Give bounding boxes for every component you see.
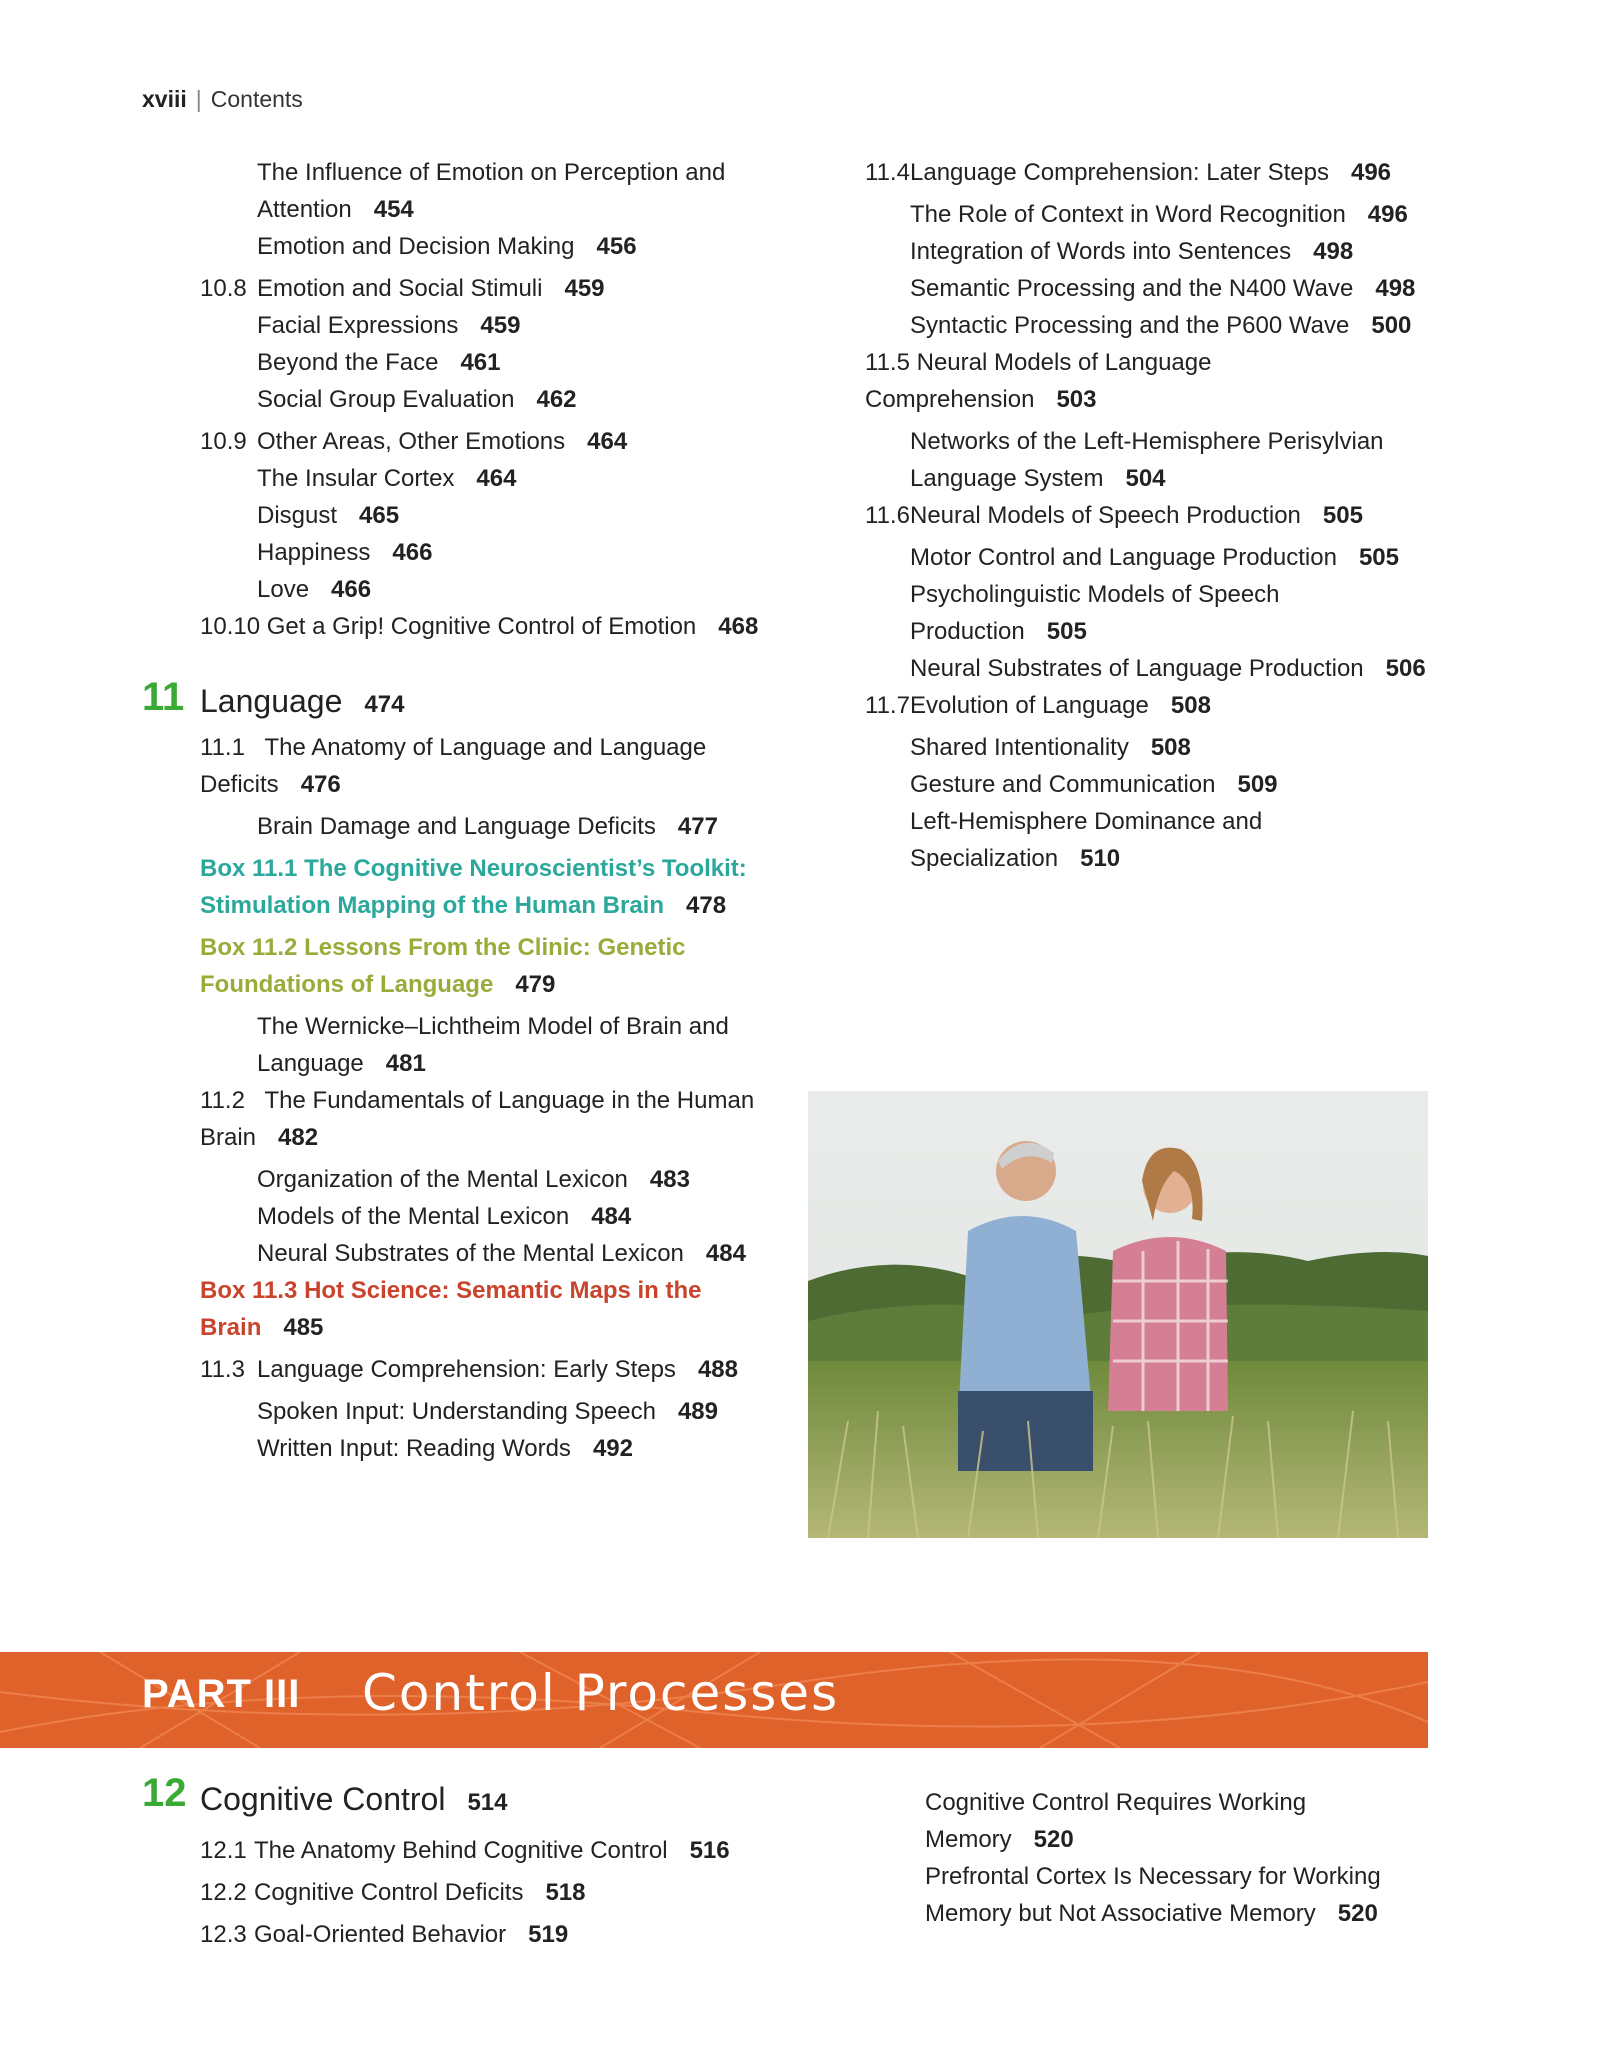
toc-entry[interactable]	[200, 497, 780, 534]
toc-section[interactable]	[200, 729, 780, 803]
section-number: 11.2	[200, 1087, 245, 1114]
toc-entry[interactable]	[200, 1393, 780, 1430]
page-number: xviii	[142, 86, 187, 112]
entry-page: 503	[1056, 386, 1097, 413]
entry-title: Psycholinguistic Models of Speech Production	[910, 581, 1280, 645]
section-title: The Anatomy Behind Cognitive Control	[254, 1837, 668, 1864]
entry-page: 520	[1337, 1900, 1378, 1927]
entry-page: 510	[1080, 845, 1121, 872]
entry-page: 481	[385, 1050, 426, 1077]
entry-title: Left-Hemisphere Dominance and Specialization	[910, 808, 1263, 872]
toc-entry[interactable]	[865, 650, 1435, 687]
entry-title: The Influence of Emotion on Perception and Attention	[257, 159, 726, 223]
toc-entry[interactable]	[200, 1235, 780, 1272]
toc-section[interactable]	[200, 1082, 780, 1156]
entry-title: Neural Substrates of Language Production	[910, 655, 1364, 682]
box-toolkit[interactable]	[200, 850, 780, 924]
entry-page: 519	[528, 1921, 569, 1948]
running-header	[142, 86, 303, 113]
header-separator: |	[195, 86, 202, 112]
toc-entry[interactable]	[865, 233, 1435, 270]
box-title: Box 11.3 Hot Science: Semantic Maps in the Brain	[200, 1277, 702, 1341]
entry-page: 456	[596, 233, 637, 260]
entry-page: 462	[536, 386, 577, 413]
entry-page: 465	[359, 502, 400, 529]
toc-entry[interactable]	[865, 576, 1435, 650]
entry-page: 468	[718, 613, 759, 640]
section-title: Evolution of Language	[910, 692, 1149, 719]
entry-title: Disgust	[257, 502, 338, 529]
entry-page: 485	[283, 1314, 324, 1341]
entry-page: 464	[587, 428, 628, 455]
entry-page: 483	[649, 1166, 690, 1193]
section-title: The Anatomy of Language and Language Deficits	[200, 734, 707, 798]
entry-page: 489	[677, 1398, 718, 1425]
section-number: 11.1	[200, 734, 245, 761]
entry-page: 518	[545, 1879, 586, 1906]
entry-page: 484	[591, 1203, 632, 1230]
toc-left-column	[142, 154, 780, 1467]
toc-entry[interactable]	[200, 154, 780, 228]
entry-title: Social Group Evaluation	[257, 386, 515, 413]
entry-title: Cognitive Control Requires Working Memory	[925, 1789, 1307, 1853]
entry-page: 459	[480, 312, 521, 339]
section-title: Get a Grip! Cognitive Control of Emotion	[266, 613, 697, 640]
entry-title: Models of the Mental Lexicon	[257, 1203, 570, 1230]
toc-entry[interactable]	[200, 1198, 780, 1235]
entry-title: Gesture and Communication	[910, 771, 1216, 798]
entry-title: Happiness	[257, 539, 371, 566]
toc-entry[interactable]	[865, 729, 1435, 766]
entry-title: Syntactic Processing and the P600 Wave	[910, 312, 1350, 339]
box-title: Box 11.1 The Cognitive Neuroscientist’s Toolkit: Stimulation Mapping of the Human Brain	[200, 855, 747, 919]
entry-title: Organization of the Mental Lexicon	[257, 1166, 628, 1193]
toc-section[interactable]	[200, 1914, 820, 1956]
section-number: 10.9	[200, 428, 247, 455]
box-hot-science[interactable]	[200, 1272, 780, 1346]
toc-entry[interactable]	[200, 344, 780, 381]
chapter-title: Language	[200, 683, 343, 719]
toc-section[interactable]	[200, 1351, 780, 1388]
toc-entry[interactable]	[200, 228, 780, 265]
section-title: Neural Models of Language Comprehension	[865, 349, 1212, 413]
toc-right-column	[865, 154, 1435, 877]
section-number: 11.5	[865, 349, 910, 376]
toc-section[interactable]	[865, 344, 1435, 418]
section-number: 11.3	[200, 1356, 245, 1383]
toc-section[interactable]	[200, 1830, 820, 1872]
entry-title: Motor Control and Language Production	[910, 544, 1337, 571]
entry-page: 509	[1237, 771, 1278, 798]
entry-page: 500	[1371, 312, 1412, 339]
entry-title: Written Input: Reading Words	[257, 1435, 571, 1462]
chapter-page: 474	[364, 691, 405, 718]
entry-page: 477	[677, 813, 718, 840]
chapter-title: Cognitive Control	[200, 1781, 446, 1817]
section-title: Language Comprehension: Later Steps	[910, 159, 1329, 186]
entry-title: Facial Expressions	[257, 312, 459, 339]
entry-page: 506	[1385, 655, 1426, 682]
entry-page: 454	[373, 196, 414, 223]
entry-page: 505	[1046, 618, 1087, 645]
section-number: 11.7	[865, 692, 910, 719]
entry-page: 504	[1125, 465, 1166, 492]
section-title: Emotion and Social Stimuli	[257, 275, 543, 302]
section-number: 12.3	[200, 1921, 247, 1948]
entry-page: 498	[1313, 238, 1354, 265]
part-label: PART III	[142, 1672, 301, 1716]
toc-section[interactable]	[865, 497, 1435, 534]
section-number: 12.2	[200, 1879, 247, 1906]
toc-entry[interactable]	[200, 1430, 780, 1467]
entry-title: Love	[257, 576, 310, 603]
header-section: Contents	[210, 86, 303, 112]
box-clinic[interactable]	[200, 929, 780, 1003]
entry-page: 459	[564, 275, 605, 302]
toc-section[interactable]	[200, 1872, 820, 1914]
entry-page: 464	[476, 465, 517, 492]
section-title: Language Comprehension: Early Steps	[257, 1356, 676, 1383]
toc-entry[interactable]	[200, 460, 780, 497]
entry-page: 496	[1367, 201, 1408, 228]
entry-page: 496	[1350, 159, 1392, 186]
section-title: Other Areas, Other Emotions	[257, 428, 566, 455]
toc-section[interactable]	[865, 154, 1435, 191]
section-number: 12.1	[200, 1837, 247, 1864]
entry-title: Prefrontal Cortex Is Necessary for Working Memory but Not Associative Memory	[925, 1863, 1381, 1927]
chapter-heading-12[interactable]	[142, 1771, 820, 1824]
entry-page: 516	[689, 1837, 730, 1864]
entry-page: 482	[278, 1124, 319, 1151]
entry-page: 478	[686, 892, 727, 919]
toc-entry[interactable]	[200, 1008, 780, 1082]
entry-title: The Role of Context in Word Recognition	[910, 201, 1346, 228]
toc-entry[interactable]	[200, 534, 780, 571]
section-number: 11.4	[865, 159, 910, 186]
toc-section[interactable]	[200, 423, 780, 460]
toc-entry[interactable]	[865, 803, 1435, 877]
toc-entry[interactable]	[865, 766, 1435, 803]
toc-entry[interactable]	[200, 808, 780, 845]
section-number: 10.10	[200, 613, 261, 640]
entry-title: Emotion and Decision Making	[257, 233, 575, 260]
chapter-photo	[808, 1091, 1428, 1538]
toc-entry[interactable]	[925, 1784, 1435, 1858]
entry-title: Semantic Processing and the N400 Wave	[910, 275, 1354, 302]
entry-title: Networks of the Left-Hemisphere Perisylvian Language System	[910, 428, 1384, 492]
chapter-page: 514	[467, 1789, 508, 1816]
part-title: Control Processes	[362, 1664, 840, 1722]
toc-entry[interactable]	[865, 539, 1435, 576]
toc-entry[interactable]	[925, 1858, 1435, 1932]
entry-page: 466	[392, 539, 433, 566]
box-title: Box 11.2 Lessons From the Clinic: Genetic Foundations of Language	[200, 934, 686, 998]
section-title: Neural Models of Speech Production	[910, 502, 1301, 529]
entry-page: 466	[331, 576, 372, 603]
chapter-12-block	[142, 1771, 820, 1956]
toc-section[interactable]	[200, 608, 780, 645]
toc-section[interactable]	[865, 687, 1435, 724]
toc-entry[interactable]	[865, 196, 1435, 233]
toc-entry[interactable]	[865, 423, 1435, 497]
entry-page: 492	[592, 1435, 633, 1462]
toc-entry[interactable]	[200, 1161, 780, 1198]
entry-title: Neural Substrates of the Mental Lexicon	[257, 1240, 684, 1267]
chapter-number: 12	[142, 1771, 187, 1815]
toc-entry[interactable]	[200, 571, 780, 608]
section-title: Goal-Oriented Behavior	[254, 1921, 507, 1948]
toc-entry[interactable]	[200, 381, 780, 418]
entry-page: 505	[1322, 502, 1363, 529]
section-number: 11.6	[865, 502, 910, 529]
entry-title: Beyond the Face	[257, 349, 439, 376]
part-banner	[0, 1652, 1428, 1748]
entry-page: 505	[1358, 544, 1399, 571]
entry-title: Brain Damage and Language Deficits	[257, 813, 656, 840]
section-number: 10.8	[200, 275, 247, 302]
entry-title: Shared Intentionality	[910, 734, 1129, 761]
chapter-number: 11	[142, 675, 185, 719]
entry-page: 488	[697, 1356, 738, 1383]
entry-page: 476	[300, 771, 341, 798]
entry-page: 461	[460, 349, 501, 376]
section-title: Cognitive Control Deficits	[254, 1879, 524, 1906]
toc-entry[interactable]	[865, 270, 1435, 307]
chapter-12-right-column	[925, 1784, 1435, 1932]
entry-title: Spoken Input: Understanding Speech	[257, 1398, 656, 1425]
entry-page: 520	[1033, 1826, 1074, 1853]
toc-section[interactable]	[200, 270, 780, 307]
entry-page: 484	[705, 1240, 746, 1267]
entry-page: 479	[515, 971, 556, 998]
toc-entry[interactable]	[865, 307, 1435, 344]
entry-title: The Wernicke–Lichtheim Model of Brain and Language	[257, 1013, 729, 1077]
chapter-heading-11[interactable]	[142, 675, 780, 723]
entry-page: 508	[1150, 734, 1191, 761]
entry-title: The Insular Cortex	[257, 465, 455, 492]
section-title: The Fundamentals of Language in the Human Brain	[200, 1087, 755, 1151]
meadow-photo-illustration	[808, 1091, 1428, 1538]
entry-page: 508	[1170, 692, 1211, 719]
entry-page: 498	[1375, 275, 1416, 302]
toc-entry[interactable]	[200, 307, 780, 344]
entry-title: Integration of Words into Sentences	[910, 238, 1292, 265]
